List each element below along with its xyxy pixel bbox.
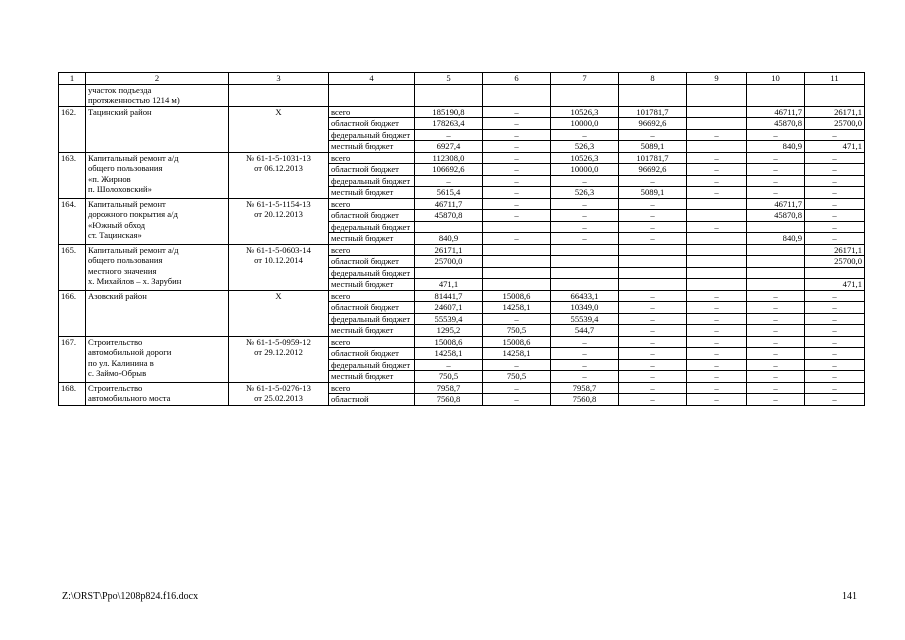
- funding-source-cell: местный бюджет: [329, 141, 415, 153]
- value-cell: –: [747, 371, 805, 383]
- value-cell: [551, 244, 619, 256]
- table-row: [59, 198, 865, 210]
- value-cell: –: [687, 348, 747, 360]
- object-name-cell: Капитальный ремонт а/д общего пользования местного значения х. Михайлов – х. Зарубин: [86, 244, 229, 290]
- value-cell: –: [747, 175, 805, 187]
- value-cell: –: [551, 210, 619, 222]
- table-row: [59, 382, 865, 394]
- value-cell: –: [687, 302, 747, 314]
- value-cell: –: [483, 210, 551, 222]
- value-cell: 750,5: [483, 371, 551, 383]
- value-cell: 26171,1: [805, 106, 865, 118]
- value-cell: –: [551, 175, 619, 187]
- table-row: [59, 152, 865, 164]
- value-cell: 840,9: [747, 141, 805, 153]
- value-cell: –: [805, 187, 865, 199]
- row-number-cell: 165.: [59, 244, 86, 290]
- value-cell: –: [619, 210, 687, 222]
- funding-source-cell: федеральный бюджет: [329, 267, 415, 279]
- column-header: 8: [619, 73, 687, 85]
- funding-source-cell: всего: [329, 382, 415, 394]
- value-cell: –: [805, 302, 865, 314]
- funding-source-cell: областной бюджет: [329, 256, 415, 268]
- value-cell: –: [415, 175, 483, 187]
- table-row: [59, 106, 865, 118]
- funding-source-cell: областной бюджет: [329, 302, 415, 314]
- value-cell: 112308,0: [415, 152, 483, 164]
- value-cell: –: [805, 233, 865, 245]
- funding-source-cell: федеральный бюджет: [329, 359, 415, 371]
- value-cell: –: [551, 371, 619, 383]
- value-cell: [483, 256, 551, 268]
- footer-page-number: 141: [842, 591, 857, 602]
- document-number-cell: № 61-1-5-0276-13 от 25.02.2013: [229, 382, 329, 405]
- value-cell: –: [805, 210, 865, 222]
- funding-source-cell: федеральный бюджет: [329, 129, 415, 141]
- cell-empty: [329, 84, 415, 106]
- value-cell: 471,1: [415, 279, 483, 291]
- value-cell: 45870,8: [747, 118, 805, 130]
- value-cell: 45870,8: [747, 210, 805, 222]
- value-cell: –: [619, 359, 687, 371]
- value-cell: –: [687, 325, 747, 337]
- value-cell: 471,1: [805, 141, 865, 153]
- row-number-cell: 164.: [59, 198, 86, 244]
- value-cell: –: [805, 394, 865, 406]
- value-cell: [619, 279, 687, 291]
- value-cell: 471,1: [805, 279, 865, 291]
- value-cell: 46711,7: [747, 198, 805, 210]
- value-cell: 101781,7: [619, 106, 687, 118]
- value-cell: –: [747, 348, 805, 360]
- value-cell: –: [619, 221, 687, 233]
- cell-empty: [747, 84, 805, 106]
- object-name-cell: Тацинский район: [86, 106, 229, 152]
- row-number-cell: 167.: [59, 336, 86, 382]
- value-cell: –: [687, 221, 747, 233]
- column-header: 2: [86, 73, 229, 85]
- value-cell: –: [805, 152, 865, 164]
- value-cell: –: [551, 233, 619, 245]
- value-cell: 25700,0: [415, 256, 483, 268]
- continuation-row: [59, 84, 865, 106]
- value-cell: 750,5: [415, 371, 483, 383]
- value-cell: –: [687, 336, 747, 348]
- value-cell: –: [687, 371, 747, 383]
- document-number-cell: № 61-1-5-0603-14 от 10.12.2014: [229, 244, 329, 290]
- value-cell: –: [619, 175, 687, 187]
- cell-empty: [619, 84, 687, 106]
- funding-source-cell: всего: [329, 106, 415, 118]
- value-cell: –: [483, 164, 551, 176]
- value-cell: [483, 221, 551, 233]
- table-row: [59, 244, 865, 256]
- row-number-cell: 162.: [59, 106, 86, 152]
- document-number-cell: № 61-1-5-0959-12 от 29.12.2012: [229, 336, 329, 382]
- value-cell: [483, 279, 551, 291]
- value-cell: 10000,0: [551, 164, 619, 176]
- funding-source-cell: областной бюджет: [329, 118, 415, 130]
- object-name-cell: Капитальный ремонт а/д общего пользования «п. Жирнов п. Шолоховский»: [86, 152, 229, 198]
- value-cell: 5615,4: [415, 187, 483, 199]
- value-cell: –: [747, 336, 805, 348]
- footer-file-path: Z:\ORST\Ppo\1208p824.f16.docx: [62, 591, 199, 602]
- table-row: [59, 290, 865, 302]
- funding-source-cell: всего: [329, 244, 415, 256]
- value-cell: –: [747, 302, 805, 314]
- value-cell: –: [483, 118, 551, 130]
- funding-source-cell: областной бюджет: [329, 348, 415, 360]
- value-cell: –: [619, 302, 687, 314]
- value-cell: –: [483, 313, 551, 325]
- value-cell: 14258,1: [415, 348, 483, 360]
- value-cell: [687, 256, 747, 268]
- value-cell: –: [687, 152, 747, 164]
- funding-source-cell: федеральный бюджет: [329, 313, 415, 325]
- value-cell: [747, 256, 805, 268]
- value-cell: –: [483, 187, 551, 199]
- value-cell: 96692,6: [619, 164, 687, 176]
- value-cell: –: [619, 336, 687, 348]
- funding-source-cell: всего: [329, 290, 415, 302]
- value-cell: [687, 267, 747, 279]
- object-name-cell: участок подъезда протяженностью 1214 м): [86, 84, 229, 106]
- value-cell: 7560,8: [415, 394, 483, 406]
- value-cell: [483, 244, 551, 256]
- value-cell: –: [687, 382, 747, 394]
- column-header: 3: [229, 73, 329, 85]
- value-cell: [551, 256, 619, 268]
- funding-source-cell: местный бюджет: [329, 371, 415, 383]
- value-cell: [415, 221, 483, 233]
- value-cell: 7560,8: [551, 394, 619, 406]
- cell-empty: [415, 84, 483, 106]
- value-cell: –: [619, 325, 687, 337]
- value-cell: 101781,7: [619, 152, 687, 164]
- value-cell: –: [619, 382, 687, 394]
- value-cell: 46711,7: [415, 198, 483, 210]
- value-cell: 6927,4: [415, 141, 483, 153]
- row-number-cell: 168.: [59, 382, 86, 405]
- value-cell: 14258,1: [483, 348, 551, 360]
- value-cell: 55539,4: [415, 313, 483, 325]
- value-cell: –: [483, 233, 551, 245]
- value-cell: [747, 279, 805, 291]
- value-cell: [687, 279, 747, 291]
- value-cell: 185190,8: [415, 106, 483, 118]
- budget-table: [58, 72, 865, 406]
- funding-source-cell: местный бюджет: [329, 325, 415, 337]
- value-cell: 840,9: [415, 233, 483, 245]
- value-cell: 14258,1: [483, 302, 551, 314]
- value-cell: –: [483, 359, 551, 371]
- value-cell: –: [747, 382, 805, 394]
- value-cell: 96692,6: [619, 118, 687, 130]
- value-cell: –: [619, 290, 687, 302]
- value-cell: 1295,2: [415, 325, 483, 337]
- value-cell: 840,9: [747, 233, 805, 245]
- value-cell: –: [805, 325, 865, 337]
- value-cell: –: [687, 164, 747, 176]
- value-cell: [619, 256, 687, 268]
- value-cell: –: [805, 175, 865, 187]
- cell-empty: [551, 84, 619, 106]
- value-cell: –: [551, 359, 619, 371]
- value-cell: –: [619, 348, 687, 360]
- value-cell: –: [747, 359, 805, 371]
- value-cell: –: [747, 313, 805, 325]
- value-cell: –: [805, 371, 865, 383]
- value-cell: [687, 233, 747, 245]
- value-cell: –: [805, 129, 865, 141]
- value-cell: 10526,3: [551, 106, 619, 118]
- funding-source-cell: областной: [329, 394, 415, 406]
- value-cell: 26171,1: [805, 244, 865, 256]
- value-cell: –: [687, 313, 747, 325]
- value-cell: –: [415, 129, 483, 141]
- value-cell: –: [619, 394, 687, 406]
- value-cell: –: [619, 198, 687, 210]
- value-cell: –: [551, 129, 619, 141]
- value-cell: –: [747, 394, 805, 406]
- value-cell: –: [619, 313, 687, 325]
- value-cell: –: [619, 129, 687, 141]
- value-cell: 24607,1: [415, 302, 483, 314]
- column-header: 9: [687, 73, 747, 85]
- object-name-cell: Капитальный ремонт дорожного покрытия а/д «Южный обход ст. Тацинская»: [86, 198, 229, 244]
- value-cell: –: [551, 348, 619, 360]
- value-cell: 55539,4: [551, 313, 619, 325]
- value-cell: 26171,1: [415, 244, 483, 256]
- funding-source-cell: всего: [329, 152, 415, 164]
- value-cell: [687, 210, 747, 222]
- value-cell: 544,7: [551, 325, 619, 337]
- value-cell: –: [747, 152, 805, 164]
- value-cell: [747, 267, 805, 279]
- value-cell: 15008,6: [483, 290, 551, 302]
- value-cell: 10349,0: [551, 302, 619, 314]
- value-cell: –: [551, 221, 619, 233]
- document-number-cell: № 61-1-5-1154-13 от 20.12.2013: [229, 198, 329, 244]
- funding-source-cell: федеральный бюджет: [329, 221, 415, 233]
- value-cell: –: [805, 348, 865, 360]
- funding-source-cell: местный бюджет: [329, 233, 415, 245]
- value-cell: [747, 221, 805, 233]
- value-cell: [687, 141, 747, 153]
- value-cell: [483, 267, 551, 279]
- value-cell: 7958,7: [415, 382, 483, 394]
- value-cell: 15008,6: [415, 336, 483, 348]
- column-header: 4: [329, 73, 415, 85]
- value-cell: 5089,1: [619, 141, 687, 153]
- value-cell: –: [805, 313, 865, 325]
- value-cell: –: [619, 371, 687, 383]
- value-cell: 81441,7: [415, 290, 483, 302]
- funding-source-cell: областной бюджет: [329, 164, 415, 176]
- value-cell: –: [483, 382, 551, 394]
- value-cell: –: [747, 164, 805, 176]
- value-cell: –: [805, 290, 865, 302]
- cell-empty: [229, 84, 329, 106]
- value-cell: [415, 267, 483, 279]
- value-cell: –: [483, 394, 551, 406]
- value-cell: 750,5: [483, 325, 551, 337]
- value-cell: –: [483, 141, 551, 153]
- value-cell: [747, 244, 805, 256]
- value-cell: –: [805, 198, 865, 210]
- value-cell: 526,3: [551, 141, 619, 153]
- value-cell: –: [687, 187, 747, 199]
- value-cell: –: [747, 325, 805, 337]
- value-cell: 7958,7: [551, 382, 619, 394]
- column-header: 5: [415, 73, 483, 85]
- value-cell: –: [483, 106, 551, 118]
- value-cell: 10000,0: [551, 118, 619, 130]
- value-cell: 178263,4: [415, 118, 483, 130]
- cell-empty: [687, 84, 747, 106]
- value-cell: –: [551, 336, 619, 348]
- value-cell: [619, 267, 687, 279]
- object-name-cell: Азовский район: [86, 290, 229, 336]
- column-header: 11: [805, 73, 865, 85]
- value-cell: 15008,6: [483, 336, 551, 348]
- value-cell: –: [687, 359, 747, 371]
- document-number-cell: Х: [229, 290, 329, 336]
- funding-source-cell: всего: [329, 198, 415, 210]
- row-number-cell: 163.: [59, 152, 86, 198]
- value-cell: –: [687, 175, 747, 187]
- value-cell: [687, 118, 747, 130]
- value-cell: –: [687, 394, 747, 406]
- value-cell: 25700,0: [805, 256, 865, 268]
- cell-empty: [59, 84, 86, 106]
- cell-empty: [805, 84, 865, 106]
- value-cell: –: [747, 187, 805, 199]
- value-cell: –: [687, 290, 747, 302]
- table-row: [59, 336, 865, 348]
- value-cell: –: [551, 198, 619, 210]
- value-cell: 526,3: [551, 187, 619, 199]
- header-row: [59, 73, 865, 85]
- value-cell: [687, 244, 747, 256]
- funding-source-cell: местный бюджет: [329, 279, 415, 291]
- row-number-cell: 166.: [59, 290, 86, 336]
- column-header: 1: [59, 73, 86, 85]
- column-header: 7: [551, 73, 619, 85]
- value-cell: –: [619, 233, 687, 245]
- column-header: 6: [483, 73, 551, 85]
- value-cell: –: [805, 221, 865, 233]
- value-cell: –: [687, 129, 747, 141]
- document-number-cell: Х: [229, 106, 329, 152]
- value-cell: [805, 267, 865, 279]
- value-cell: 66433,1: [551, 290, 619, 302]
- value-cell: 46711,7: [747, 106, 805, 118]
- value-cell: –: [415, 359, 483, 371]
- object-name-cell: Строительство автомобильного моста: [86, 382, 229, 405]
- value-cell: [687, 198, 747, 210]
- document-number-cell: № 61-1-5-1031-13 от 06.12.2013: [229, 152, 329, 198]
- funding-source-cell: всего: [329, 336, 415, 348]
- value-cell: –: [747, 290, 805, 302]
- value-cell: 25700,0: [805, 118, 865, 130]
- cell-empty: [483, 84, 551, 106]
- value-cell: 106692,6: [415, 164, 483, 176]
- funding-source-cell: федеральный бюджет: [329, 175, 415, 187]
- value-cell: –: [805, 164, 865, 176]
- value-cell: –: [805, 382, 865, 394]
- column-header: 10: [747, 73, 805, 85]
- value-cell: –: [483, 175, 551, 187]
- value-cell: –: [805, 336, 865, 348]
- value-cell: [551, 279, 619, 291]
- value-cell: 5089,1: [619, 187, 687, 199]
- funding-source-cell: местный бюджет: [329, 187, 415, 199]
- value-cell: 10526,3: [551, 152, 619, 164]
- value-cell: –: [805, 359, 865, 371]
- value-cell: 45870,8: [415, 210, 483, 222]
- value-cell: –: [747, 129, 805, 141]
- funding-source-cell: областной бюджет: [329, 210, 415, 222]
- value-cell: –: [483, 129, 551, 141]
- object-name-cell: Строительство автомобильной дороги по ул. Калинина в с. Займо-Обрыв: [86, 336, 229, 382]
- value-cell: –: [483, 198, 551, 210]
- value-cell: [687, 106, 747, 118]
- value-cell: [619, 244, 687, 256]
- value-cell: –: [483, 152, 551, 164]
- value-cell: [551, 267, 619, 279]
